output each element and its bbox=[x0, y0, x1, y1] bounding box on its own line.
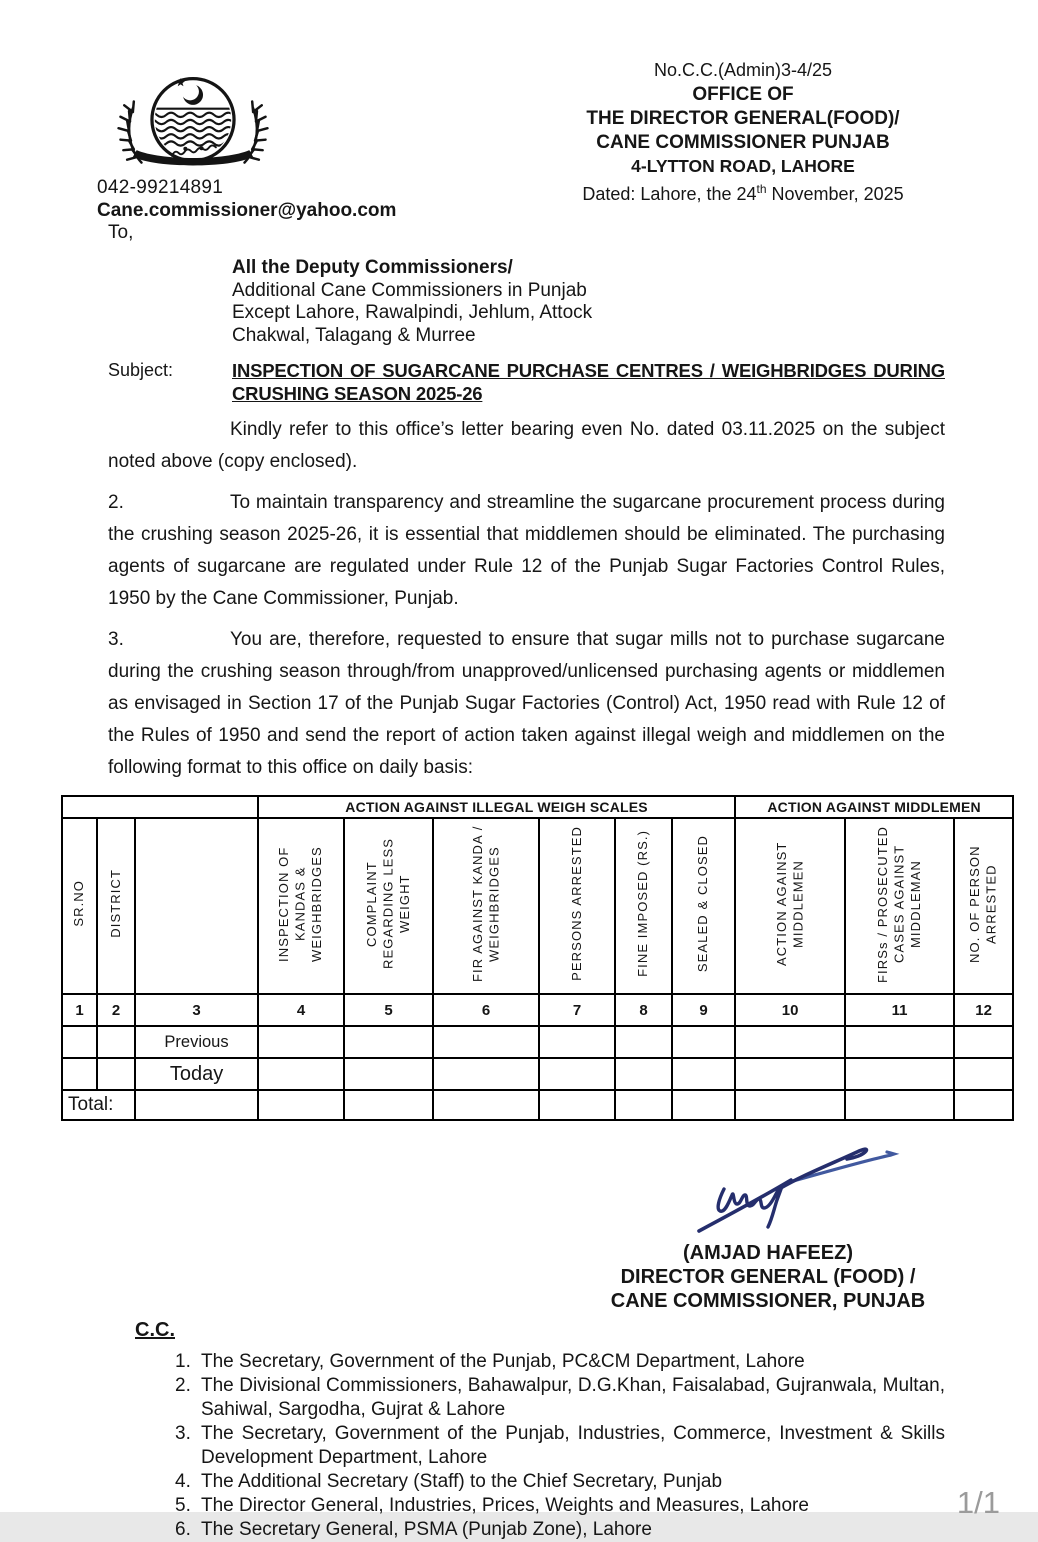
empty-cell bbox=[539, 1058, 615, 1090]
paragraph-3 bbox=[108, 624, 945, 784]
cc-item-number: 5. bbox=[175, 1495, 191, 1516]
empty-cell bbox=[344, 1026, 433, 1058]
cc-item-number: 2. bbox=[175, 1375, 191, 1396]
subject-text: INSPECTION OF SUGARCANE PURCHASE CENTRES / WEIGHBRIDGES DURING CRUSHING SEASON 2025-26 bbox=[232, 360, 945, 404]
empty-cell bbox=[258, 1090, 344, 1120]
group-header-middlemen: ACTION AGAINST MIDDLEMEN bbox=[735, 796, 1013, 818]
cc-title: C.C. bbox=[135, 1319, 175, 1341]
empty-cell bbox=[954, 1090, 1013, 1120]
signatory-title-1: DIRECTOR GENERAL (FOOD) / bbox=[620, 1266, 916, 1288]
cc-item-text: The Additional Secretary (Staff) to the Chief Secretary, Punjab bbox=[201, 1471, 723, 1492]
report-format-table bbox=[61, 795, 1014, 1121]
reference-number: No.C.C.(Admin)3-4/25 bbox=[653, 60, 833, 80]
empty-cell bbox=[433, 1090, 539, 1120]
addressee-line: Additional Cane Commissioners in Punjab bbox=[232, 279, 587, 301]
col-number: 12 bbox=[954, 994, 1013, 1026]
paragraph-2-text: To maintain transparency and streamline the sugarcane procurement process during the crushing season 2025-26, it is essential that middlemen should be eliminated. The purchasing agents of sugarcane are regulated under Rule 12 of the Punjab Sugar Factories Control Rules, 1950 by the Cane Commissioner, Punjab. bbox=[108, 492, 945, 609]
col-number: 10 bbox=[735, 994, 845, 1026]
empty-cell bbox=[615, 1026, 672, 1058]
col-number: 8 bbox=[615, 994, 672, 1026]
cc-item-number: 4. bbox=[175, 1471, 191, 1492]
cc-item bbox=[175, 1350, 945, 1374]
col-header-fine: FINE IMPOSED (RS.) bbox=[615, 818, 672, 994]
cc-item-text: The Secretary, Government of the Punjab, Industries, Commerce, Investment & Skills Development Department, Lahore bbox=[201, 1423, 945, 1468]
signature-image bbox=[691, 1127, 959, 1237]
cc-item bbox=[175, 1470, 945, 1494]
cc-section bbox=[108, 1319, 945, 1542]
col-header-complaint: COMPLAINT REGARDING LESS WEIGHT bbox=[344, 818, 433, 994]
empty-cell bbox=[672, 1026, 735, 1058]
col-header-srno: SR.NO bbox=[62, 818, 97, 994]
col-number: 9 bbox=[672, 994, 735, 1026]
empty-cell bbox=[672, 1090, 735, 1120]
today-row bbox=[62, 1058, 1013, 1090]
empty-cell bbox=[845, 1090, 954, 1120]
office-line-1: OFFICE OF bbox=[692, 84, 794, 105]
page-indicator: 1/1 bbox=[956, 1485, 1000, 1520]
col-header-persons-arrested: PERSONS ARRESTED bbox=[539, 818, 615, 994]
empty-cell bbox=[97, 1026, 135, 1058]
office-address: 4-LYTTON ROAD, LAHORE bbox=[631, 156, 855, 176]
col-header-persons-arrested-2: NO. OF PERSON ARRESTED bbox=[954, 818, 1013, 994]
cc-item-text: The Secretary, Government of the Punjab, PC&CM Department, Lahore bbox=[201, 1351, 805, 1372]
paragraph-1: Kindly refer to this office’s letter bearing even No. dated 03.11.2025 on the subject noted above (copy enclosed). bbox=[108, 419, 945, 472]
empty-cell bbox=[615, 1058, 672, 1090]
email-address: Cane.commissioner@yahoo.com bbox=[97, 200, 397, 221]
cc-item-text: The Director General, Industries, Prices, Weights and Measures, Lahore bbox=[201, 1495, 809, 1516]
col-number: 3 bbox=[135, 994, 258, 1026]
col-header-firs-middleman: FIRSs / PROSECUTED CASES AGAINST MIDDLEMAN bbox=[845, 818, 954, 994]
empty-cell bbox=[615, 1090, 672, 1120]
paragraph-3-text: You are, therefore, requested to ensure that sugar mills not to purchase sugarcane during the crushing season through/from unapproved/unlicensed purchasing agents or middlemen as envisaged in Section 17 of the Punjab Sugar Factories (Control) Act, 1950 read with Rule 12 of the Rules of 1950 and send the report of action taken against illegal weigh and middlemen on the following format to this office on daily basis: bbox=[108, 629, 945, 778]
empty-cell bbox=[344, 1058, 433, 1090]
previous-row bbox=[62, 1026, 1013, 1058]
col-number: 2 bbox=[97, 994, 135, 1026]
cc-list bbox=[175, 1350, 945, 1542]
empty-cell bbox=[258, 1058, 344, 1090]
cc-item-text: The Secretary General, PSMA (Punjab Zone), Lahore bbox=[201, 1519, 652, 1540]
cc-item-text: The Divisional Commissioners, Bahawalpur, D.G.Khan, Faisalabad, Gujranwala, Multan, Sahiwal, Sargodha, Gujrat & Lahore bbox=[201, 1375, 945, 1420]
office-line-2: THE DIRECTOR GENERAL(FOOD)/ bbox=[586, 108, 900, 129]
dated-suffix: November, 2025 bbox=[766, 184, 904, 204]
cc-item bbox=[175, 1374, 945, 1422]
signatory-name: (AMJAD HAFEEZ) bbox=[683, 1242, 853, 1264]
empty-cell bbox=[433, 1026, 539, 1058]
previous-row-label: Previous bbox=[135, 1026, 258, 1058]
empty-cell bbox=[735, 1090, 845, 1120]
empty-cell bbox=[135, 1090, 258, 1120]
column-number-row bbox=[62, 994, 1013, 1026]
total-row bbox=[62, 1090, 1013, 1120]
empty-cell bbox=[433, 1058, 539, 1090]
empty-cell bbox=[845, 1026, 954, 1058]
empty-cell bbox=[344, 1090, 433, 1120]
empty-cell bbox=[97, 1058, 135, 1090]
cc-item bbox=[175, 1494, 945, 1518]
empty-cell bbox=[954, 1026, 1013, 1058]
to-label: To, bbox=[108, 222, 134, 243]
phone-number: 042-99214891 bbox=[97, 177, 224, 198]
col-header-blank bbox=[135, 818, 258, 994]
empty-cell bbox=[845, 1058, 954, 1090]
report-format-table-wrap bbox=[61, 795, 1012, 1121]
paragraph-3-number: 3. bbox=[108, 629, 124, 650]
empty-cell bbox=[735, 1026, 845, 1058]
signatory-title-2: CANE COMMISSIONER, PUNJAB bbox=[610, 1290, 926, 1312]
paragraph-2-number: 2. bbox=[108, 492, 124, 513]
addressee-line: All the Deputy Commissioners/ bbox=[232, 257, 513, 278]
signature-block bbox=[595, 1127, 941, 1313]
group-header-row bbox=[62, 796, 1013, 818]
today-row-label: Today bbox=[135, 1058, 258, 1090]
addressee-block bbox=[232, 257, 945, 347]
group-header-spacer bbox=[62, 796, 258, 818]
total-row-label: Total: bbox=[62, 1090, 135, 1120]
col-header-action-middlemen: ACTION AGAINST MIDDLEMEN bbox=[735, 818, 845, 994]
col-number: 6 bbox=[433, 994, 539, 1026]
col-header-sealed: SEALED & CLOSED bbox=[672, 818, 735, 994]
subject-row bbox=[108, 360, 945, 405]
addressee-line: Chakwal, Talagang & Murree bbox=[232, 324, 476, 346]
empty-cell bbox=[539, 1026, 615, 1058]
col-number: 5 bbox=[344, 994, 433, 1026]
cc-item-number: 1. bbox=[175, 1351, 191, 1372]
paragraph-2 bbox=[108, 487, 945, 615]
col-number: 4 bbox=[258, 994, 344, 1026]
col-header-inspection: INSPECTION OF KANDAS & WEIGHBRIDGES bbox=[258, 818, 344, 994]
empty-cell bbox=[258, 1026, 344, 1058]
col-number: 1 bbox=[62, 994, 97, 1026]
dated-ordinal: th bbox=[756, 182, 767, 196]
empty-cell bbox=[954, 1058, 1013, 1090]
cc-item bbox=[175, 1518, 945, 1542]
cc-item-number: 6. bbox=[175, 1519, 191, 1540]
column-header-row bbox=[62, 818, 1013, 994]
col-header-fir: FIR AGAINST KANDA / WEIGHBRIDGES bbox=[433, 818, 539, 994]
col-number: 7 bbox=[539, 994, 615, 1026]
group-header-weigh-scales: ACTION AGAINST ILLEGAL WEIGH SCALES bbox=[258, 796, 735, 818]
cc-item bbox=[175, 1422, 945, 1470]
empty-cell bbox=[539, 1090, 615, 1120]
cc-item-number: 3. bbox=[175, 1423, 191, 1444]
subject-label: Subject: bbox=[108, 360, 174, 380]
empty-cell bbox=[62, 1058, 97, 1090]
col-header-district: DISTRICT bbox=[97, 818, 135, 994]
dated-prefix: Dated: Lahore, the 24 bbox=[582, 184, 757, 204]
empty-cell bbox=[735, 1058, 845, 1090]
office-line-3: CANE COMMISSIONER PUNJAB bbox=[596, 132, 890, 153]
col-number: 11 bbox=[845, 994, 954, 1026]
empty-cell bbox=[672, 1058, 735, 1090]
empty-cell bbox=[62, 1026, 97, 1058]
addressee-line: Except Lahore, Rawalpindi, Jehlum, Attock bbox=[232, 302, 593, 323]
